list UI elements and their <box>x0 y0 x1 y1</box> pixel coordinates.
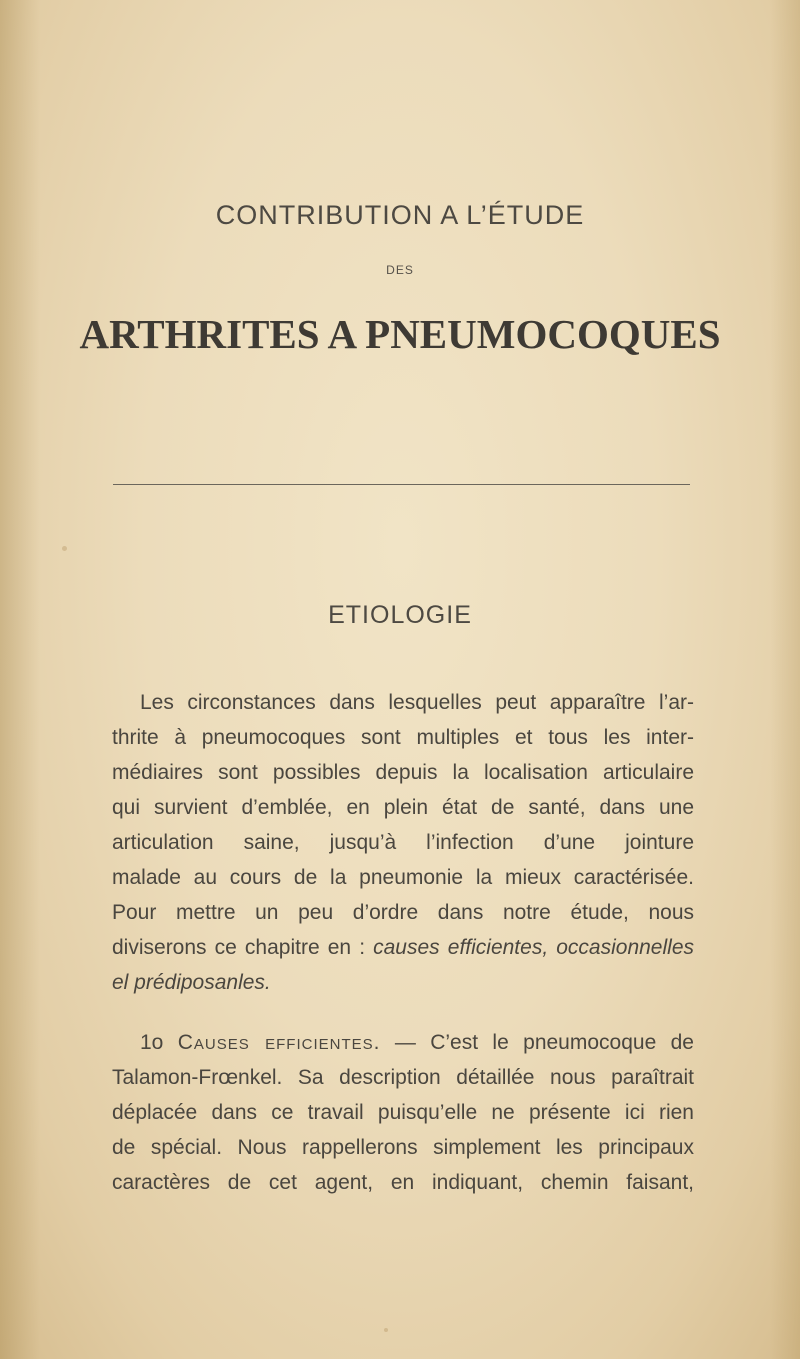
horizontal-rule <box>113 484 690 485</box>
paragraph-line: déplacée dans ce travail puisqu’elle ne présente ici rien <box>112 1101 694 1124</box>
paragraph-line: caractères de cet agent, en indiquant, chemin faisant, <box>112 1171 694 1194</box>
subsection-heading: Causes efficientes. <box>177 1031 381 1054</box>
main-title: ARTHRITES A PNEUMOCOQUES <box>79 311 721 357</box>
paragraph-line: Talamon-Frœnkel. Sa description détaillée nous paraîtrait <box>112 1066 694 1089</box>
paper-speck <box>384 1328 388 1332</box>
section-title: ETIOLOGIE <box>328 601 472 629</box>
paragraph-line-heading <box>112 1025 694 1060</box>
paragraph-line: malade au cours de la pneumonie la mieux caractérisée. <box>112 866 694 889</box>
italic-text: causes efficientes, occasionnelles <box>373 936 694 959</box>
paragraph-line-italic: el prédiposanles. <box>112 971 271 994</box>
paragraph-line: articulation saine, jusqu’à l’infection d’une jointure <box>112 831 694 854</box>
paragraph-line: de spécial. Nous rappellerons simplement les principaux <box>112 1136 694 1159</box>
paragraph-line: qui survient d’emblée, en plein état de santé, dans une <box>112 796 694 819</box>
paragraph-line: médiaires sont possibles depuis la localisation articulaire <box>112 761 694 784</box>
line-text: diviserons ce chapitre en : <box>112 936 374 959</box>
paragraph-2 <box>112 1025 694 1200</box>
title-des: DES <box>386 263 414 277</box>
title-line-1: CONTRIBUTION A L’ÉTUDE <box>215 200 585 230</box>
paragraph-line: Les circonstances dans lesquelles peut apparaître l’ar- <box>140 691 694 714</box>
paragraph-1 <box>112 685 694 1000</box>
section-number: 1o <box>140 1031 164 1054</box>
line-text: — C’est le pneumocoque de <box>380 1031 694 1054</box>
paper-speck <box>62 546 67 551</box>
paragraph-line: Pour mettre un peu d’ordre dans notre étude, nous <box>112 901 694 924</box>
paragraph-line: thrite à pneumocoques sont multiples et tous les inter- <box>112 726 694 749</box>
paragraph-line-mixed <box>112 930 694 965</box>
